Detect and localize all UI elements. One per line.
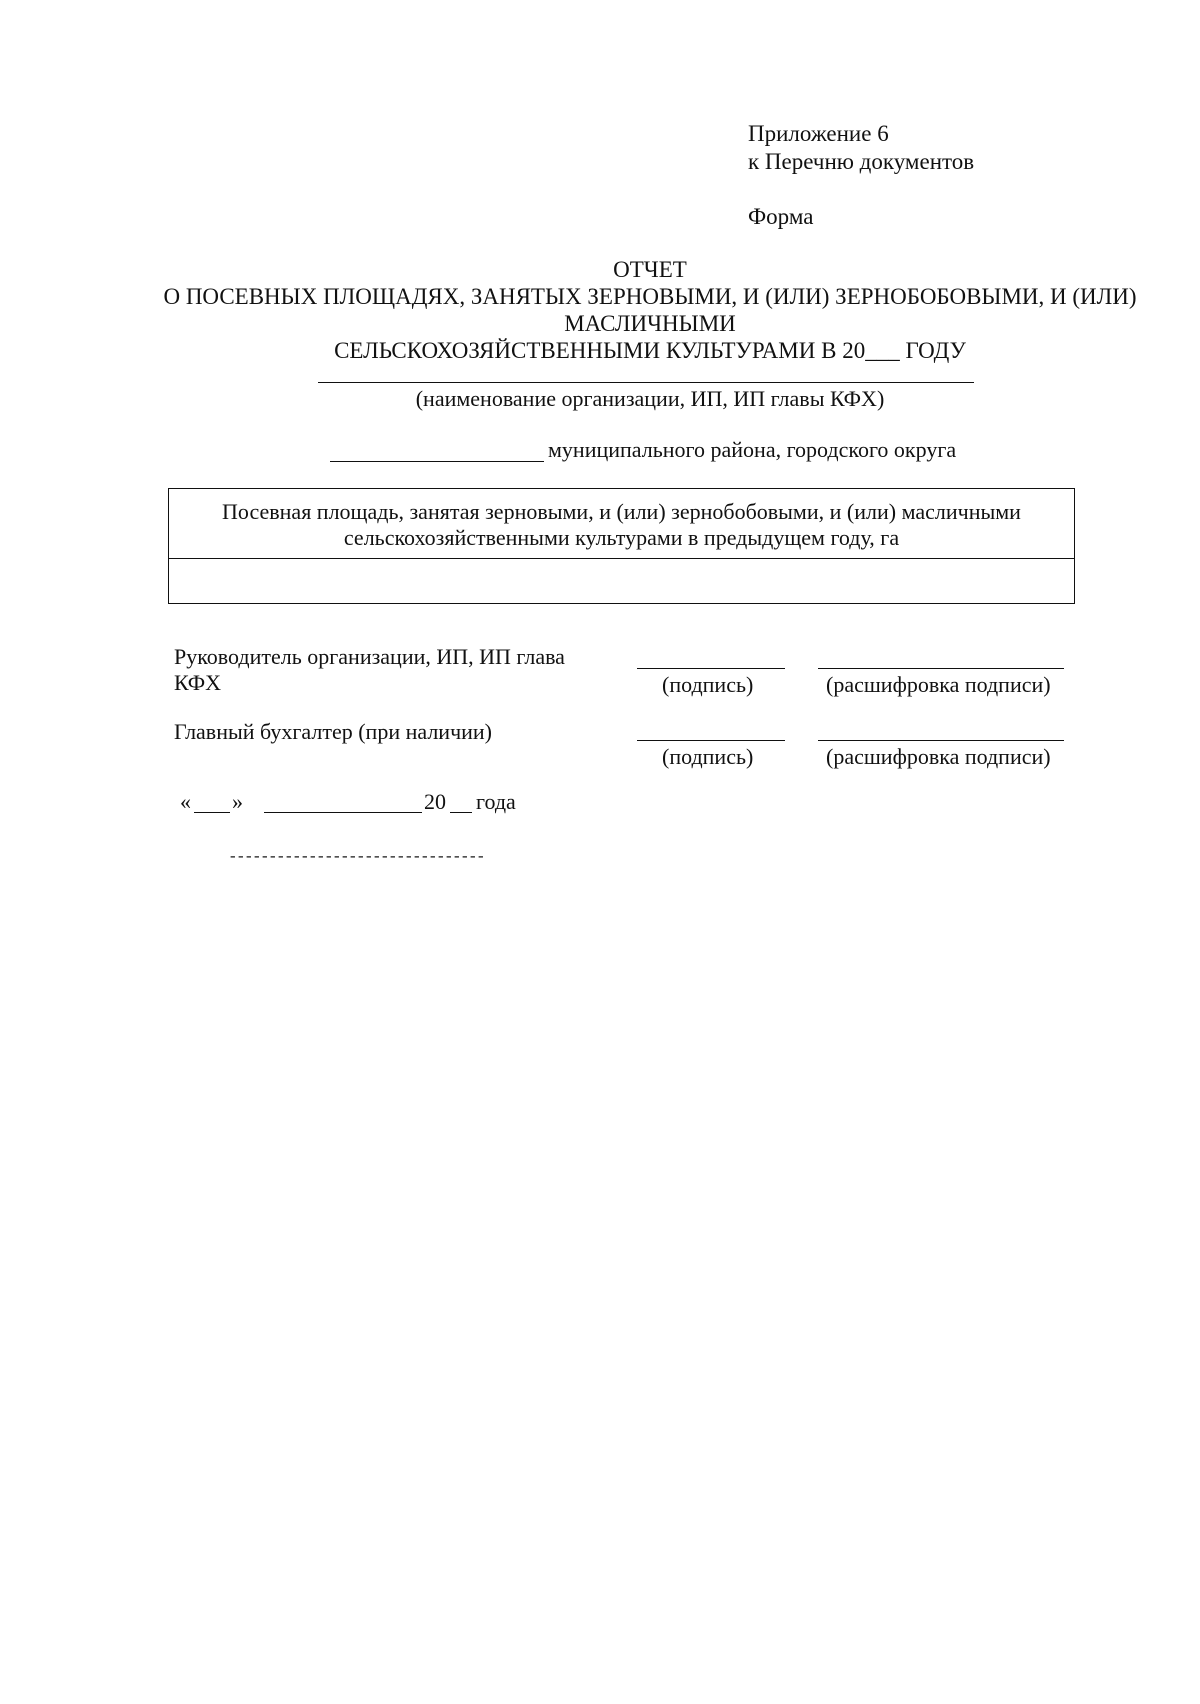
organization-name-field[interactable] (318, 382, 974, 383)
municipality-caption: муниципального района, городского округа (548, 437, 957, 462)
annex-document-list: к Перечню документов (748, 149, 975, 174)
report-title (150, 256, 1150, 364)
head-signature-decoding-field[interactable] (818, 668, 1064, 669)
date-close-quote: » (232, 789, 243, 814)
sown-area-value-cell[interactable] (169, 559, 1074, 603)
sown-area-table-header (169, 489, 1074, 559)
table-header-line-2: сельскохозяйственными культурами в предыдущем году, га (343, 525, 900, 550)
date-month-field[interactable] (264, 812, 422, 813)
title-line-1: ОТЧЕТ (613, 257, 687, 282)
accountant-signature-caption: (подпись) (662, 744, 754, 769)
date-year-prefix: 20 (424, 789, 446, 814)
municipality-name-field[interactable] (330, 461, 544, 462)
accountant-signature-field[interactable] (637, 740, 785, 741)
head-signature-caption: (подпись) (662, 672, 754, 697)
title-line-4: СЕЛЬСКОХОЗЯЙСТВЕННЫМИ КУЛЬТУРАМИ В 20___ ГОДУ (334, 338, 966, 363)
head-signature-field[interactable] (637, 668, 785, 669)
title-line-3: МАСЛИЧНЫМИ (564, 311, 736, 336)
accountant-role-label: Главный бухгалтер (при наличии) (174, 719, 493, 744)
date-day-field[interactable] (194, 812, 230, 813)
head-decoding-caption: (расшифровка подписи) (826, 672, 1051, 697)
annex-number: Приложение 6 (748, 121, 889, 146)
footnote-separator: -------------------------------- (228, 848, 485, 866)
annex-reference (748, 120, 974, 176)
organization-caption: (наименование организации, ИП, ИП главы КФХ) (415, 386, 885, 411)
title-line-2: О ПОСЕВНЫХ ПЛОЩАДЯХ, ЗАНЯТЫХ ЗЕРНОВЫМИ, И (ИЛИ) ЗЕРНОБОБОВЫМИ, И (ИЛИ) (163, 284, 1137, 309)
date-open-quote: « (180, 789, 191, 814)
form-label: Форма (748, 204, 814, 229)
sown-area-table (168, 488, 1075, 604)
accountant-signature-decoding-field[interactable] (818, 740, 1064, 741)
accountant-decoding-caption: (расшифровка подписи) (826, 744, 1051, 769)
head-role-label (174, 644, 565, 696)
date-suffix: года (476, 789, 516, 814)
head-role-line-2: КФХ (174, 670, 221, 695)
head-role-line-1: Руководитель организации, ИП, ИП глава (174, 644, 565, 669)
table-header-line-1: Посевная площадь, занятая зерновыми, и (или) зернобобовыми, и (или) масличными (222, 499, 1021, 524)
date-year-field[interactable] (450, 812, 472, 813)
